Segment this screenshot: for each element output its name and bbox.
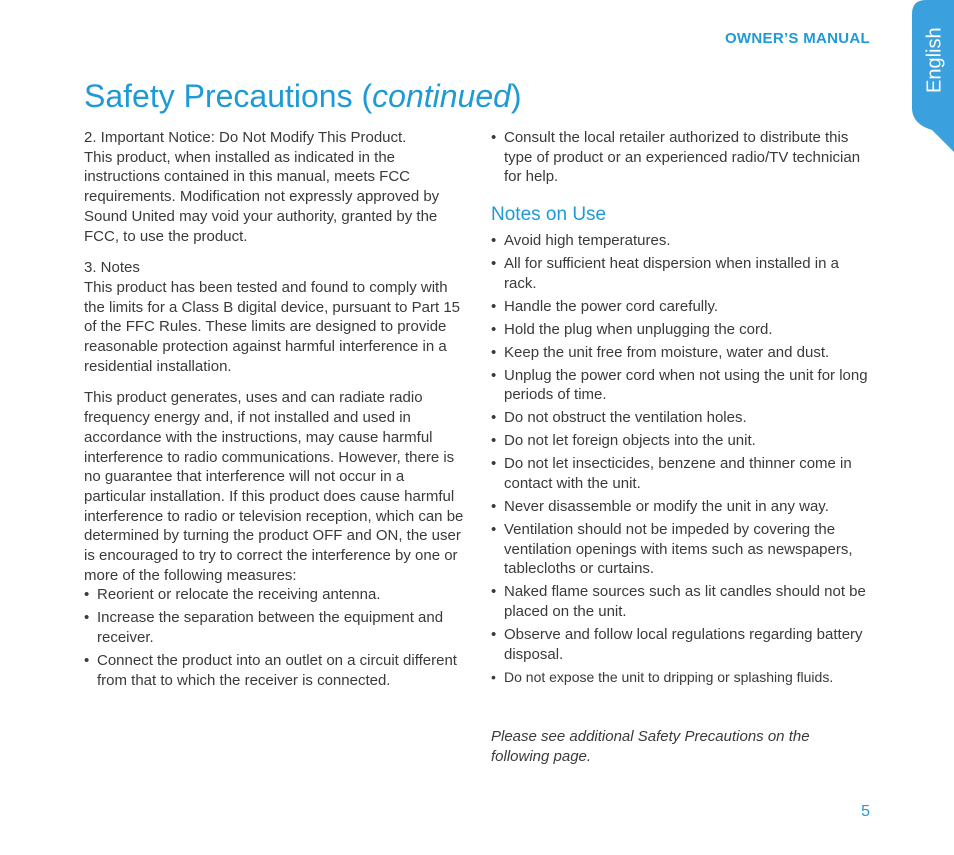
list-item: • Naked flame sources such as lit candles should not be placed on the unit. — [491, 582, 871, 621]
language-tab — [912, 0, 954, 152]
list-item: • All for sufficient heat dispersion when installed in a rack. — [491, 254, 871, 293]
list-item: • Connect the product into an outlet on a circuit different from that to which the receiver is connected. — [84, 651, 464, 690]
page-title-close: ) — [510, 78, 522, 114]
owners-manual-label: OWNER’S MANUAL — [724, 30, 870, 47]
page-title-italic: continued — [372, 78, 511, 114]
notes-on-use-list — [491, 231, 871, 688]
list-item: • Reorient or relocate the receiving antenna. — [84, 585, 464, 605]
list-item: • Do not let foreign objects into the unit. — [491, 431, 871, 451]
list-item: • Handle the power cord carefully. — [491, 297, 871, 317]
list-item: • Observe and follow local regulations regarding battery disposal. — [491, 625, 871, 664]
list-item: • Avoid high temperatures. — [491, 231, 871, 251]
page-title-main: Safety Precautions ( — [84, 78, 373, 114]
footnote: Please see additional Safety Precautions on the following page. — [491, 728, 810, 766]
left-column — [84, 128, 464, 694]
right-column — [491, 128, 871, 767]
list-item: • Do not let insecticides, benzene and thinner come in contact with the unit. — [491, 454, 871, 493]
measures-list — [84, 585, 464, 690]
language-tab-label: English — [923, 27, 946, 93]
list-item: • Ventilation should not be impeded by covering the ventilation openings with items such as newspapers, tablecloths or curtains. — [491, 520, 871, 579]
consult-list — [491, 128, 871, 187]
list-item: • Hold the plug when unplugging the cord. — [491, 320, 871, 340]
list-item: • Never disassemble or modify the unit in any way. — [491, 497, 871, 517]
notes-heading: 3. Notes — [84, 259, 140, 277]
list-item: • Increase the separation between the equipment and receiver. — [84, 608, 464, 647]
page-number: 5 — [861, 803, 870, 820]
list-item: • Do not obstruct the ventilation holes. — [491, 408, 871, 428]
notes-on-use-heading: Notes on Use — [491, 204, 607, 226]
generates-body: This product generates, uses and can radiate radio frequency energy and, if not installed and used in accordance with the instructions, may cause harmful interference to radio communications. However, there is no guarantee that interference will not occur in a particular installation. If this product does cause harmful interference to radio or television reception, which can be determined by turning the product OFF and ON, the user is encouraged to try to correct the interference by one or more of the following measures: — [84, 389, 464, 584]
notice-heading: 2. Important Notice: Do Not Modify This Product. — [84, 129, 407, 146]
page-title — [84, 78, 522, 115]
list-item: • Unplug the power cord when not using the unit for long periods of time. — [491, 366, 871, 405]
list-item: • Do not expose the unit to dripping or splashing fluids. — [491, 668, 871, 688]
notes-body: This product has been tested and found to comply with the limits for a Class B digital device, pursuant to Part 15 of the FFC Rules. These limits are designed to provide reasonable protection against harmful interference in a residential installation. — [84, 278, 461, 375]
list-item: • Consult the local retailer authorized to distribute this type of product or an experienced radio/TV technician for help. — [491, 128, 871, 187]
list-item: • Keep the unit free from moisture, water and dust. — [491, 343, 871, 363]
notice-body: This product, when installed as indicated in the instructions contained in this manual, meets FCC requirements. Modification not expressly approved by Sound United may void your authority, granted by the FCC, to use the product. — [84, 148, 440, 245]
